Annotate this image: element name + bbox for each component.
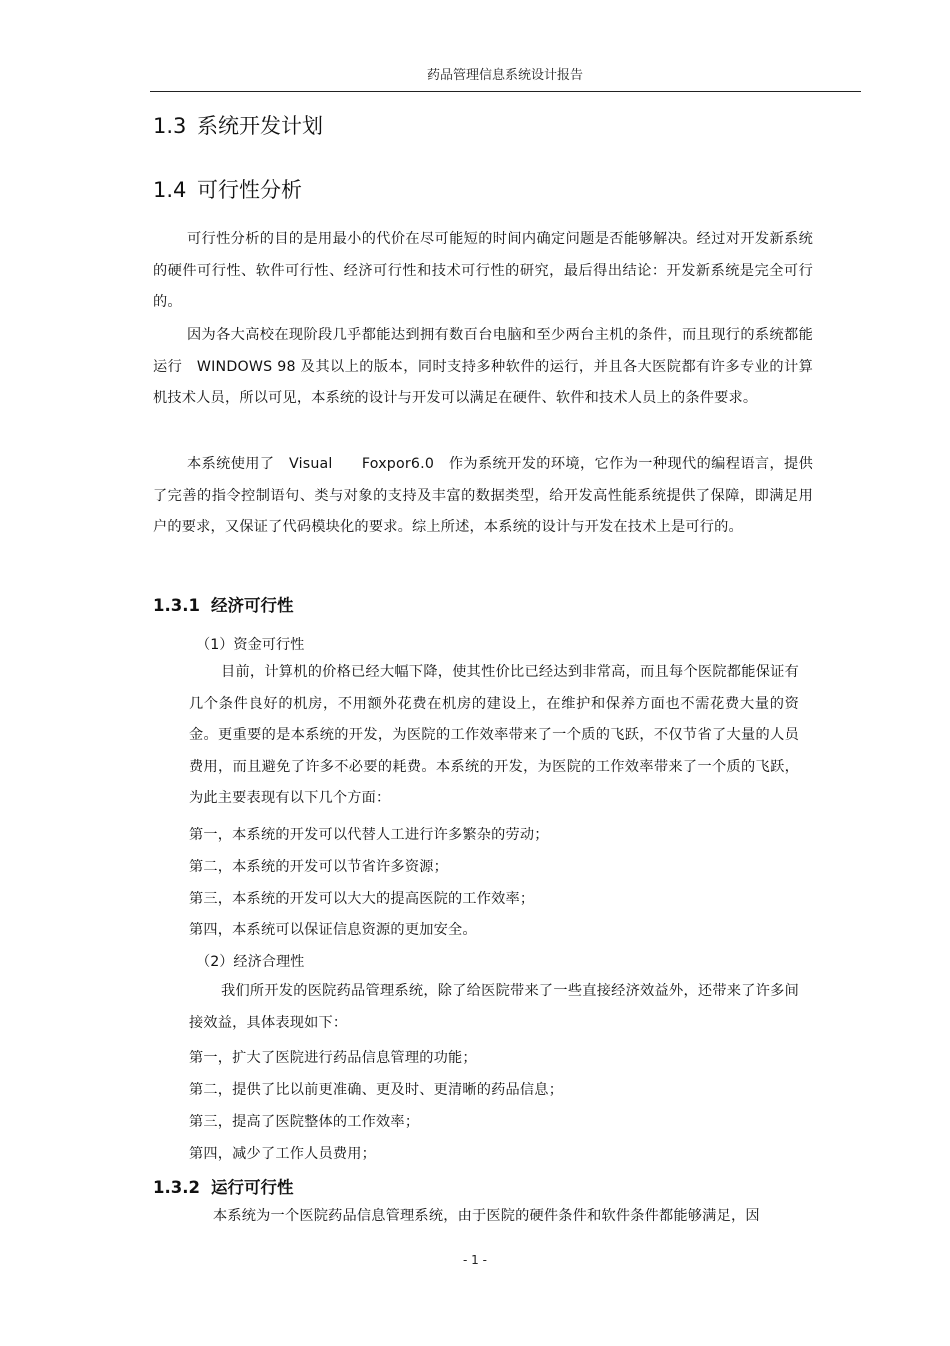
header-rule [150, 91, 861, 92]
list-item: 第四，本系统可以保证信息资源的更加安全。 [189, 922, 477, 938]
paragraph-hardware: 因为各大高校在现阶段几乎都能达到拥有数百台电脑和至少两台主机的条件，而且现行的系统都能运行 WINDOWS 98 及其以上的版本，同时支持多种软件的运行，并且各大医院都有许多专业的计算机技术人员，所以可见，本系统的设计与开发可以满足在硬件、软件和技术人员上的条件要求。 [153, 327, 813, 406]
section-number: 1.4 [153, 178, 187, 202]
section-heading-1-4 [153, 174, 302, 204]
section-number: 1.3.2 [153, 1178, 200, 1197]
section-number: 1.3 [153, 114, 187, 138]
paragraph-operation: 本系统为一个医院药品信息管理系统，由于医院的硬件条件和软件条件都能够满足，因 [213, 1208, 760, 1224]
page-header: 药品管理信息系统设计报告 [426, 68, 583, 83]
paragraph-feasibility-intro: 可行性分析的目的是用最小的代价在尽可能短的时间内确定问题是否能够解决。经过对开发新系统的硬件可行性、软件可行性、经济可行性和技术可行性的研究，最后得出结论：开发新系统是完全可行的。 [153, 231, 813, 310]
section-heading-1-3-2 [153, 1174, 294, 1198]
section-title: 经济可行性 [211, 596, 294, 615]
paragraph-economic: 我们所开发的医院药品管理系统，除了给医院带来了一些直接经济效益外，还带来了许多间接效益，具体表现如下： [189, 983, 799, 1031]
list-item: 第二，提供了比以前更准确、更及时、更清晰的药品信息； [189, 1082, 564, 1098]
section-heading-1-3 [153, 110, 323, 140]
section-title: 系统开发计划 [197, 114, 323, 138]
list-item: 第二，本系统的开发可以节省许多资源； [189, 859, 448, 875]
list-item: 第三，本系统的开发可以大大的提高医院的工作效率； [189, 891, 535, 907]
section-title: 可行性分析 [197, 178, 302, 202]
list-item: 第三，提高了医院整体的工作效率； [189, 1114, 420, 1130]
list-item: 第四，减少了工作人员费用； [189, 1146, 377, 1162]
section-title: 运行可行性 [211, 1178, 294, 1197]
page-number: - 1 - [463, 1253, 487, 1267]
subheading-funds: （1）资金可行性 [196, 637, 305, 653]
section-number: 1.3.1 [153, 596, 200, 615]
subheading-economic: （2）经济合理性 [196, 954, 305, 970]
list-item: 第一，扩大了医院进行药品信息管理的功能； [189, 1050, 477, 1066]
paragraph-technology: 本系统使用了 Visual Foxpor6.0 作为系统开发的环境，它作为一种现代的编程语言，提供了完善的指令控制语句、类与对象的支持及丰富的数据类型，给开发高性能系统提供了保障，即满足用户的要求，又保证了代码模块化的要求。综上所述，本系统的设计与开发在技术上是可行的。 [153, 456, 813, 535]
section-heading-1-3-1 [153, 592, 294, 616]
paragraph-funds: 目前，计算机的价格已经大幅下降，使其性价比已经达到非常高，而且每个医院都能保证有几个条件良好的机房，不用额外花费在机房的建设上，在维护和保养方面也不需花费大量的资金。更重要的是本系统的开发，为医院的工作效率带来了一个质的飞跃，不仅节省了大量的人员费用，而且避免了许多不必要的耗费。本系统的开发，为医院的工作效率带来了一个质的飞跃，为此主要表现有以下几个方面： [189, 664, 799, 806]
list-item: 第一，本系统的开发可以代替人工进行许多繁杂的劳动； [189, 827, 549, 843]
